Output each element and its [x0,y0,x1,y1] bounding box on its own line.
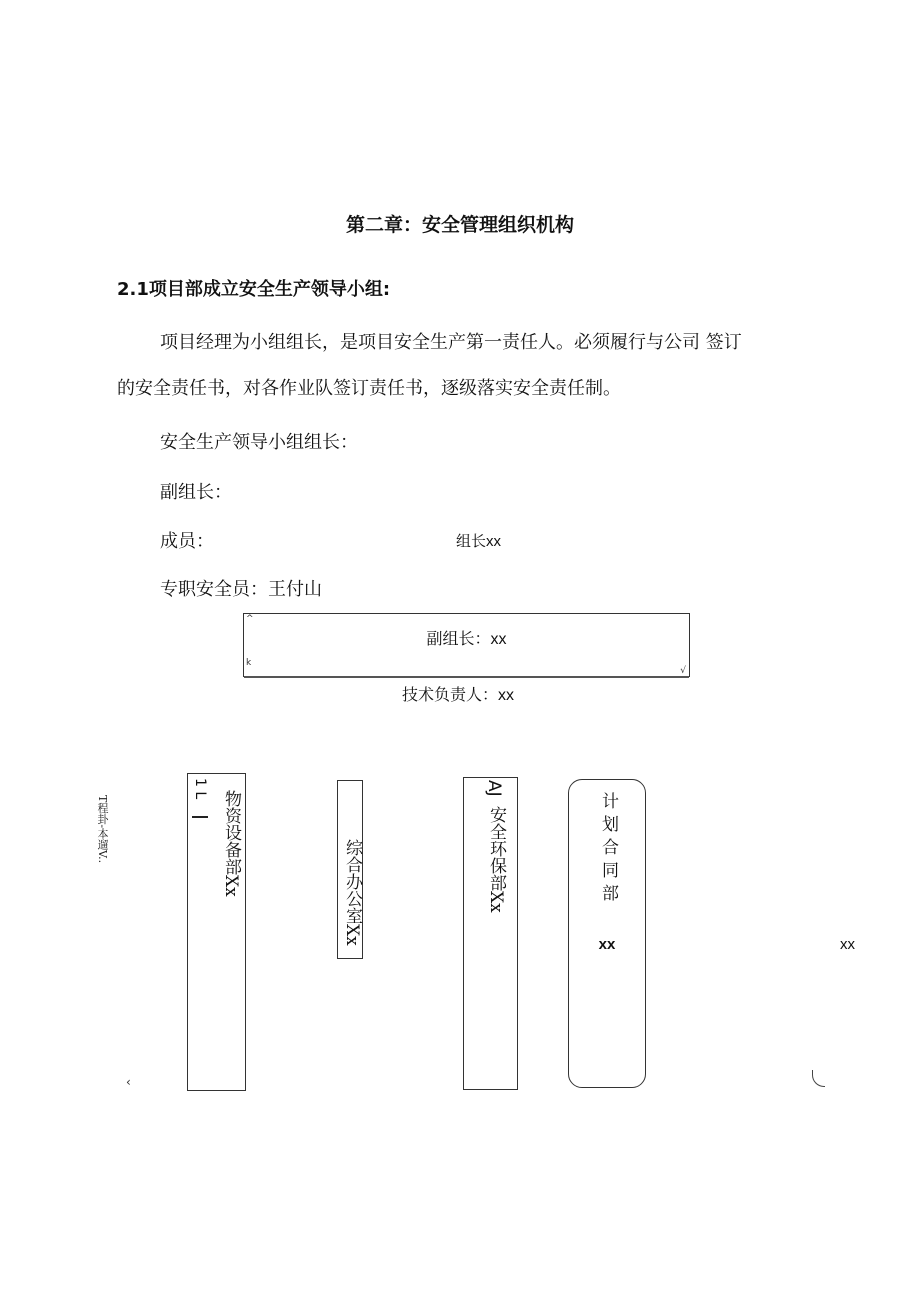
org-planning-dept-label: 计划合同部 [598,792,618,907]
materials-mark: 1 L [192,778,208,800]
org-materials-dept-box [187,773,246,1091]
paragraph-line-2: 的安全责任书，对各作业队签订责任书，逐级落实安全责任制。 [117,378,621,399]
section-heading: 2.1项目部成立安全生产领导小组: [117,279,391,300]
org-right-label: xx [840,936,855,953]
safety-officer-line: 专职安全员：王付山 [160,579,322,600]
org-admin-office-box [337,780,363,959]
corner-mark-icon: ^ [246,614,254,624]
corner-mark-icon: √ [680,666,686,676]
org-safety-env-dept-box [463,777,518,1090]
corner-mark-icon: k [246,658,252,668]
org-deputy-box [243,613,690,677]
curve-mark-icon [812,1070,825,1087]
org-planning-dept-name: xx [598,936,616,953]
materials-underline [192,816,208,818]
org-materials-dept-label: 物资设备部Xx [221,790,241,897]
box-bottom-line [244,676,689,678]
deputy-line: 副组长： [160,482,232,503]
chapter-title: 第二章：安全管理组织机构 [345,214,574,236]
org-tech-lead-label: 技术负责人：xx [402,687,515,704]
safety-env-mark: AJ [484,780,504,797]
paragraph-line-1: 项目经理为小组组长，是项目安全生产第一责任人。必须履行与公司 签订 [160,332,742,353]
org-deputy-label: 副组长：xx [426,631,507,648]
org-admin-office-label: 综合办公室Xx [342,839,362,946]
leader-line: 安全生产领导小组组长： [160,432,358,453]
org-engineering-dept-label: T程卦-本遛V.. [96,795,109,864]
org-leader-label: 组长xx [456,533,502,550]
org-planning-dept-box [568,779,646,1088]
members-line: 成员： [160,531,214,552]
arrow-mark-icon: ‹ [126,1075,131,1089]
org-safety-env-dept-label: 安全环保部Xx [486,806,506,913]
